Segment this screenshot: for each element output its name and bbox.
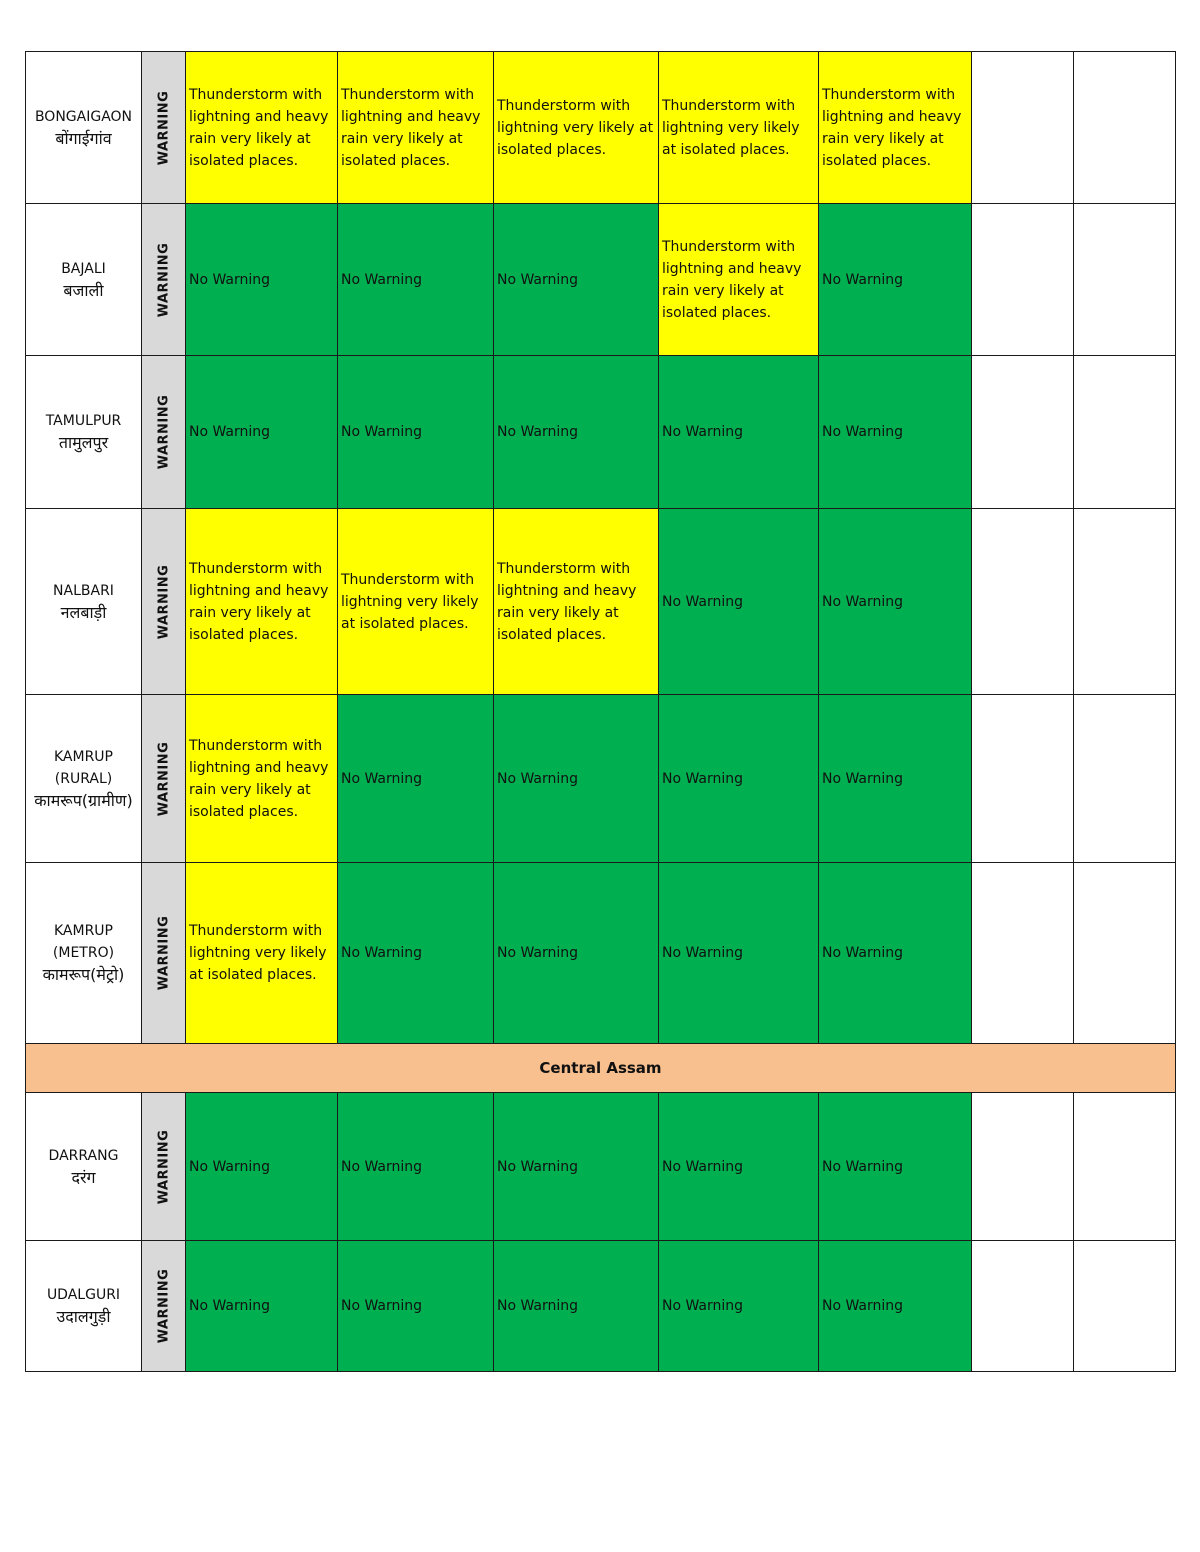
empty-cell xyxy=(1073,694,1176,863)
forecast-cell-day-2 xyxy=(337,203,494,356)
warning-label: WARNING xyxy=(156,242,171,317)
district-name-cell xyxy=(25,862,142,1044)
forecast-cell-day-1 xyxy=(185,51,338,204)
forecast-text: Thunderstorm with lightning very likely at isolated places. xyxy=(341,571,479,632)
empty-cell xyxy=(1073,51,1176,204)
district-name-hi: कामरूप(ग्रामीण) xyxy=(34,790,133,810)
forecast-text: No Warning xyxy=(189,1158,271,1175)
forecast-text: No Warning xyxy=(341,1298,423,1314)
district-name-hi: उदालगुड़ी xyxy=(56,1307,111,1326)
district-name-en: KAMRUP (RURAL) xyxy=(53,748,113,787)
forecast-cell-day-1 xyxy=(185,1240,338,1372)
district-name-cell xyxy=(25,694,142,863)
forecast-text: No Warning xyxy=(822,1298,904,1314)
empty-cell xyxy=(971,508,1074,695)
forecast-text: No Warning xyxy=(497,1298,579,1314)
district-name-cell xyxy=(25,203,142,356)
forecast-text: Thunderstorm with lightning and heavy rain very likely at isolated places. xyxy=(189,560,329,643)
district-name xyxy=(53,580,114,624)
forecast-cell-day-5 xyxy=(818,862,972,1044)
district-name xyxy=(46,410,122,454)
warning-label-cell xyxy=(141,1092,186,1241)
forecast-cell-day-3 xyxy=(493,51,659,204)
district-name-cell xyxy=(25,355,142,509)
forecast-cell-day-4 xyxy=(658,51,819,204)
warning-label-cell xyxy=(141,862,186,1044)
forecast-cell-day-2 xyxy=(337,1092,494,1241)
forecast-text: No Warning xyxy=(341,424,423,440)
forecast-text: No Warning xyxy=(822,424,904,440)
forecast-text: No Warning xyxy=(662,1298,744,1314)
district-name-hi: बोंगाईगांव xyxy=(55,128,112,148)
empty-cell xyxy=(971,694,1074,863)
forecast-text: Thunderstorm with lightning very likely at isolated places. xyxy=(662,97,800,158)
warning-label: WARNING xyxy=(156,564,171,639)
forecast-text: No Warning xyxy=(341,271,423,288)
forecast-text: Thunderstorm with lightning very likely at isolated places. xyxy=(189,923,327,983)
forecast-text: Thunderstorm with lightning and heavy rain very likely at isolated places. xyxy=(189,86,329,169)
forecast-text: No Warning xyxy=(497,424,579,440)
forecast-cell-day-2 xyxy=(337,508,494,695)
forecast-text: No Warning xyxy=(189,1298,271,1314)
forecast-text: No Warning xyxy=(822,945,904,961)
forecast-cell-day-1 xyxy=(185,508,338,695)
district-name-cell xyxy=(25,1092,142,1241)
forecast-text: No Warning xyxy=(662,593,744,610)
forecast-cell-day-3 xyxy=(493,694,659,863)
warning-label-cell xyxy=(141,51,186,204)
forecast-cell-day-1 xyxy=(185,694,338,863)
forecast-cell-day-4 xyxy=(658,508,819,695)
forecast-text: No Warning xyxy=(822,593,904,610)
forecast-text: No Warning xyxy=(341,945,423,961)
forecast-text: No Warning xyxy=(662,770,744,787)
forecast-text: No Warning xyxy=(497,770,579,787)
forecast-cell-day-4 xyxy=(658,355,819,509)
forecast-text: No Warning xyxy=(341,770,423,787)
district-name-hi: तामुलपुर xyxy=(58,433,109,452)
district-name xyxy=(49,1145,119,1189)
district-name-en: TAMULPUR xyxy=(45,413,122,429)
district-name-cell xyxy=(25,508,142,695)
warning-label: WARNING xyxy=(156,741,171,816)
forecast-cell-day-3 xyxy=(493,203,659,356)
forecast-text: Thunderstorm with lightning and heavy rain very likely at isolated places. xyxy=(822,86,962,169)
district-name-hi: बजाली xyxy=(63,280,104,300)
district-name-en: BAJALI xyxy=(61,260,106,277)
forecast-text: No Warning xyxy=(497,1158,579,1175)
forecast-cell-day-2 xyxy=(337,355,494,509)
empty-cell xyxy=(1073,1092,1176,1241)
forecast-cell-day-1 xyxy=(185,862,338,1044)
forecast-text: Thunderstorm with lightning and heavy rain very likely at isolated places. xyxy=(189,737,329,820)
forecast-cell-day-5 xyxy=(818,51,972,204)
empty-cell xyxy=(971,51,1074,204)
warning-label: WARNING xyxy=(156,90,171,165)
empty-cell xyxy=(1073,1240,1176,1372)
district-name xyxy=(28,746,139,812)
empty-cell xyxy=(971,862,1074,1044)
warning-label: WARNING xyxy=(156,915,171,991)
forecast-text: No Warning xyxy=(662,1158,744,1175)
district-name xyxy=(61,258,106,302)
forecast-cell-day-3 xyxy=(493,355,659,509)
forecast-cell-day-1 xyxy=(185,1092,338,1241)
district-name-hi: कामरूप(मेट्रो) xyxy=(42,965,125,984)
forecast-cell-day-2 xyxy=(337,694,494,863)
forecast-text: No Warning xyxy=(662,945,744,961)
warning-label-cell xyxy=(141,203,186,356)
forecast-text: No Warning xyxy=(497,945,579,961)
forecast-text: Thunderstorm with lightning very likely at isolated places. xyxy=(497,97,654,158)
section-header xyxy=(25,1043,1176,1093)
forecast-cell-day-4 xyxy=(658,1092,819,1241)
empty-cell xyxy=(971,1240,1074,1372)
forecast-text: No Warning xyxy=(341,1158,423,1175)
district-name xyxy=(28,920,139,986)
empty-cell xyxy=(971,1092,1074,1241)
district-name-hi: दरंग xyxy=(71,1167,96,1187)
warning-label: WARNING xyxy=(156,394,171,470)
forecast-text: No Warning xyxy=(189,424,271,440)
forecast-cell-day-4 xyxy=(658,1240,819,1372)
section-title: Central Assam xyxy=(539,1059,662,1077)
district-name-en: UDALGURI xyxy=(46,1287,121,1303)
district-name-en: KAMRUP (METRO) xyxy=(52,923,115,961)
forecast-cell-day-4 xyxy=(658,694,819,863)
empty-cell xyxy=(1073,355,1176,509)
forecast-cell-day-5 xyxy=(818,1092,972,1241)
district-name xyxy=(35,106,132,150)
forecast-cell-day-2 xyxy=(337,1240,494,1372)
forecast-cell-day-5 xyxy=(818,508,972,695)
forecast-cell-day-3 xyxy=(493,1240,659,1372)
forecast-text: Thunderstorm with lightning and heavy rain very likely at isolated places. xyxy=(662,238,802,321)
forecast-text: Thunderstorm with lightning and heavy rain very likely at isolated places. xyxy=(497,560,637,643)
forecast-cell-day-4 xyxy=(658,203,819,356)
district-name-en: BONGAIGAON xyxy=(34,108,133,125)
district-name-cell xyxy=(25,1240,142,1372)
forecast-text: No Warning xyxy=(189,271,271,288)
forecast-text: No Warning xyxy=(822,271,904,288)
warning-label: WARNING xyxy=(156,1129,171,1204)
forecast-text: No Warning xyxy=(497,271,579,288)
forecast-cell-day-5 xyxy=(818,1240,972,1372)
warning-label-cell xyxy=(141,694,186,863)
forecast-cell-day-2 xyxy=(337,51,494,204)
district-name-en: DARRANG xyxy=(48,1147,119,1164)
forecast-cell-day-3 xyxy=(493,862,659,1044)
district-name xyxy=(47,1284,120,1328)
warning-label: WARNING xyxy=(156,1268,171,1344)
empty-cell xyxy=(1073,203,1176,356)
forecast-cell-day-4 xyxy=(658,862,819,1044)
warning-label-cell xyxy=(141,508,186,695)
empty-cell xyxy=(971,203,1074,356)
warning-label-cell xyxy=(141,1240,186,1372)
forecast-cell-day-1 xyxy=(185,355,338,509)
forecast-text: No Warning xyxy=(822,770,904,787)
district-name-en: NALBARI xyxy=(53,582,114,599)
district-name-cell xyxy=(25,51,142,204)
forecast-cell-day-2 xyxy=(337,862,494,1044)
forecast-text: No Warning xyxy=(822,1158,904,1175)
forecast-text: No Warning xyxy=(662,424,744,440)
forecast-text: Thunderstorm with lightning and heavy rain very likely at isolated places. xyxy=(341,86,481,169)
warning-label-cell xyxy=(141,355,186,509)
empty-cell xyxy=(1073,508,1176,695)
forecast-cell-day-3 xyxy=(493,508,659,695)
forecast-cell-day-5 xyxy=(818,694,972,863)
district-name-hi: नलबाड़ी xyxy=(60,602,107,622)
forecast-cell-day-5 xyxy=(818,203,972,356)
forecast-cell-day-5 xyxy=(818,355,972,509)
forecast-cell-day-1 xyxy=(185,203,338,356)
empty-cell xyxy=(1073,862,1176,1044)
empty-cell xyxy=(971,355,1074,509)
forecast-cell-day-3 xyxy=(493,1092,659,1241)
